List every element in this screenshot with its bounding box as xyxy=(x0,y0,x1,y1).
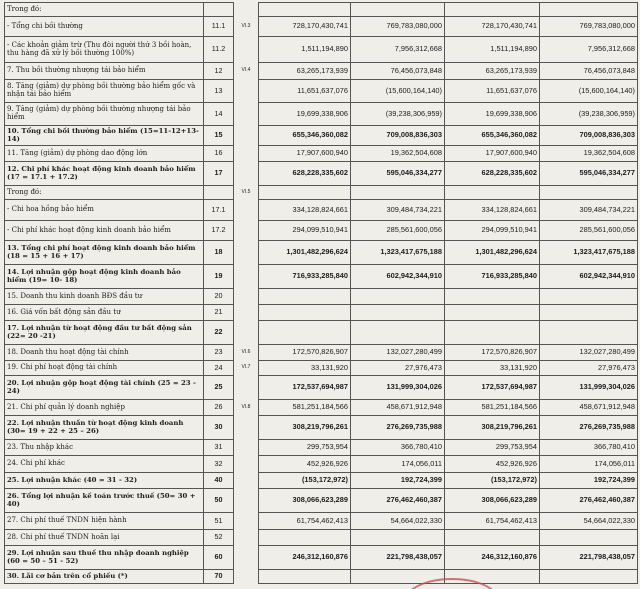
row-label: 10. Tổng chi bồi thường bảo hiểm (15=11-12+13-14) xyxy=(5,126,204,146)
row-code: 12 xyxy=(204,63,234,80)
row-code: 17 xyxy=(204,162,234,186)
row-label: 29. Lợi nhuận sau thuế thu nhập doanh nghiệp (60 = 50 – 51 - 52) xyxy=(5,546,204,570)
row-label: 18. Doanh thu hoạt động tài chính xyxy=(5,345,204,361)
row-code xyxy=(204,3,234,17)
row-label: 24. Chi phí khác xyxy=(5,456,204,473)
table-row xyxy=(5,103,638,126)
value-prior-ytd: 595,046,334,277 xyxy=(540,162,638,186)
statement-rows xyxy=(5,3,638,584)
value-current-period xyxy=(259,3,351,17)
row-label: 8. Tăng (giảm) dự phòng bồi thường bảo hiểm gốc và nhận tái bảo hiểm xyxy=(5,80,204,103)
table-row xyxy=(5,456,638,473)
row-note xyxy=(234,489,259,513)
value-prior-ytd: 285,561,600,056 xyxy=(540,221,638,241)
value-prior-period: 309,484,734,221 xyxy=(351,200,445,221)
value-current-period: 628,228,335,602 xyxy=(259,162,351,186)
value-current-ytd: 19,699,338,906 xyxy=(445,103,540,126)
row-label: - Chi hoa hồng bảo hiểm xyxy=(5,200,204,221)
row-note xyxy=(234,376,259,400)
row-label: Trong đó: xyxy=(5,186,204,200)
row-note xyxy=(234,289,259,305)
value-prior-period: 174,056,011 xyxy=(351,456,445,473)
value-current-ytd: 581,251,184,566 xyxy=(445,400,540,416)
value-current-period: (153,172,972) xyxy=(259,473,351,489)
table-row xyxy=(5,126,638,146)
value-prior-period: 769,783,080,000 xyxy=(351,17,445,37)
value-prior-ytd: 602,942,344,910 xyxy=(540,265,638,289)
table-row xyxy=(5,440,638,456)
value-current-period: 294,099,510,941 xyxy=(259,221,351,241)
value-current-ytd: 246,312,160,876 xyxy=(445,546,540,570)
value-current-ytd: 33,131,920 xyxy=(445,361,540,376)
table-row xyxy=(5,570,638,584)
table-row xyxy=(5,489,638,513)
row-note xyxy=(234,570,259,584)
table-row xyxy=(5,3,638,17)
row-label: 28. Chi phí thuế TNDN hoãn lại xyxy=(5,530,204,546)
value-prior-period: (15,600,164,140) xyxy=(351,80,445,103)
value-prior-ytd: (39,238,306,959) xyxy=(540,103,638,126)
row-code: 26 xyxy=(204,400,234,416)
row-note: VI.3 xyxy=(234,17,259,37)
value-current-ytd: 17,907,600,940 xyxy=(445,146,540,162)
value-current-period: 1,301,482,296,624 xyxy=(259,241,351,265)
value-prior-ytd: 192,724,399 xyxy=(540,473,638,489)
value-prior-period: 602,942,344,910 xyxy=(351,265,445,289)
table-row xyxy=(5,162,638,186)
row-code: 22 xyxy=(204,321,234,345)
value-prior-period: 709,008,836,303 xyxy=(351,126,445,146)
value-prior-period: (39,238,306,959) xyxy=(351,103,445,126)
row-label: 20. Lợi nhuận gộp hoạt động tài chính (25 = 23 - 24) xyxy=(5,376,204,400)
value-current-period: 299,753,954 xyxy=(259,440,351,456)
row-note xyxy=(234,321,259,345)
row-note xyxy=(234,221,259,241)
row-code: 17.1 xyxy=(204,200,234,221)
table-row xyxy=(5,345,638,361)
value-prior-period xyxy=(351,3,445,17)
row-label: 12. Chi phí khác hoạt động kinh doanh bảo hiểm (17 = 17.1 + 17.2) xyxy=(5,162,204,186)
value-current-period xyxy=(259,570,351,584)
row-code: 51 xyxy=(204,513,234,530)
row-code: 20 xyxy=(204,289,234,305)
row-note xyxy=(234,241,259,265)
value-current-ytd: 172,537,694,987 xyxy=(445,376,540,400)
value-current-period: 11,651,637,076 xyxy=(259,80,351,103)
value-current-period xyxy=(259,289,351,305)
table-row xyxy=(5,80,638,103)
row-note xyxy=(234,103,259,126)
row-label: - Tổng chi bồi thường xyxy=(5,17,204,37)
table-row xyxy=(5,289,638,305)
value-prior-ytd xyxy=(540,305,638,321)
table-row xyxy=(5,321,638,345)
row-note: VI.4 xyxy=(234,63,259,80)
table-row xyxy=(5,530,638,546)
value-current-ytd: 716,933,285,840 xyxy=(445,265,540,289)
value-current-period: 308,066,623,289 xyxy=(259,489,351,513)
row-note xyxy=(234,530,259,546)
row-code: 11.2 xyxy=(204,37,234,63)
value-current-ytd: 63,265,173,939 xyxy=(445,63,540,80)
value-current-ytd: 655,346,360,082 xyxy=(445,126,540,146)
value-prior-period: 131,999,304,026 xyxy=(351,376,445,400)
value-current-period: 716,933,285,840 xyxy=(259,265,351,289)
row-label: 14. Lợi nhuận gộp hoạt động kinh doanh bảo hiểm (19= 10- 18) xyxy=(5,265,204,289)
value-prior-period: 221,798,438,057 xyxy=(351,546,445,570)
row-label: 21. Chi phí quản lý doanh nghiệp xyxy=(5,400,204,416)
value-prior-period: 76,456,073,848 xyxy=(351,63,445,80)
row-note xyxy=(234,146,259,162)
value-current-period: 17,907,600,940 xyxy=(259,146,351,162)
row-label: Trong đó: xyxy=(5,3,204,17)
row-code: 52 xyxy=(204,530,234,546)
row-note xyxy=(234,37,259,63)
row-code: 11.1 xyxy=(204,17,234,37)
value-current-period: 655,346,360,082 xyxy=(259,126,351,146)
value-prior-ytd: 54,664,022,330 xyxy=(540,513,638,530)
value-current-period xyxy=(259,321,351,345)
row-code: 15 xyxy=(204,126,234,146)
value-current-ytd: 1,511,194,890 xyxy=(445,37,540,63)
row-code: 70 xyxy=(204,570,234,584)
table-row xyxy=(5,186,638,200)
table-row xyxy=(5,473,638,489)
row-note xyxy=(234,456,259,473)
row-note: VI.7 xyxy=(234,361,259,376)
value-prior-period: 1,323,417,675,188 xyxy=(351,241,445,265)
table-row xyxy=(5,221,638,241)
value-current-ytd: 11,651,637,076 xyxy=(445,80,540,103)
row-code: 40 xyxy=(204,473,234,489)
table-row xyxy=(5,305,638,321)
value-current-period: 581,251,184,566 xyxy=(259,400,351,416)
table-row xyxy=(5,37,638,63)
table-row xyxy=(5,416,638,440)
value-prior-ytd: 132,027,280,499 xyxy=(540,345,638,361)
value-current-period: 172,537,694,987 xyxy=(259,376,351,400)
row-note: VI.5 xyxy=(234,186,259,200)
row-code: 60 xyxy=(204,546,234,570)
value-current-ytd xyxy=(445,289,540,305)
row-label: 23. Thu nhập khác xyxy=(5,440,204,456)
value-prior-period: 7,956,312,668 xyxy=(351,37,445,63)
value-current-period: 334,128,824,661 xyxy=(259,200,351,221)
table-row xyxy=(5,265,638,289)
row-note xyxy=(234,305,259,321)
table-row xyxy=(5,241,638,265)
value-prior-ytd: 221,798,438,057 xyxy=(540,546,638,570)
row-code: 14 xyxy=(204,103,234,126)
value-current-period: 172,570,826,907 xyxy=(259,345,351,361)
row-note xyxy=(234,80,259,103)
value-current-period xyxy=(259,305,351,321)
value-prior-period: 54,664,022,330 xyxy=(351,513,445,530)
value-prior-period xyxy=(351,530,445,546)
value-current-period: 308,219,796,261 xyxy=(259,416,351,440)
table-row xyxy=(5,17,638,37)
row-code: 25 xyxy=(204,376,234,400)
value-prior-period xyxy=(351,186,445,200)
row-note xyxy=(234,546,259,570)
row-code: 32 xyxy=(204,456,234,473)
value-current-period: 728,170,430,741 xyxy=(259,17,351,37)
value-current-ytd: 299,753,954 xyxy=(445,440,540,456)
row-label: 26. Tổng lợi nhuận kế toán trước thuế (50= 30 + 40) xyxy=(5,489,204,513)
value-current-ytd: 172,570,826,907 xyxy=(445,345,540,361)
value-current-period xyxy=(259,186,351,200)
value-current-ytd xyxy=(445,321,540,345)
row-note xyxy=(234,162,259,186)
value-current-ytd: 294,099,510,941 xyxy=(445,221,540,241)
row-label: 15. Doanh thu kinh doanh BĐS đầu tư xyxy=(5,289,204,305)
value-current-ytd xyxy=(445,3,540,17)
value-prior-ytd xyxy=(540,570,638,584)
value-current-ytd: 308,219,796,261 xyxy=(445,416,540,440)
value-prior-ytd: 458,671,912,948 xyxy=(540,400,638,416)
row-note: VI.6 xyxy=(234,345,259,361)
row-code: 13 xyxy=(204,80,234,103)
row-code: 19 xyxy=(204,265,234,289)
value-current-ytd: 452,926,926 xyxy=(445,456,540,473)
value-current-ytd: 308,066,623,289 xyxy=(445,489,540,513)
value-prior-period: 276,462,460,387 xyxy=(351,489,445,513)
value-prior-ytd: 769,783,080,000 xyxy=(540,17,638,37)
value-prior-ytd: 709,008,836,303 xyxy=(540,126,638,146)
row-label: - Các khoản giảm trừ (Thu đòi người thứ 3 bồi hoàn, thu hàng đã xử lý bồi thường 100%) xyxy=(5,37,204,63)
value-current-period: 33,131,920 xyxy=(259,361,351,376)
row-note: VI.8 xyxy=(234,400,259,416)
table-row xyxy=(5,400,638,416)
row-label: 13. Tổng chi phí hoạt động kinh doanh bảo hiểm (18 = 15 + 16 + 17) xyxy=(5,241,204,265)
value-prior-period: 366,780,410 xyxy=(351,440,445,456)
table-row xyxy=(5,63,638,80)
row-code: 21 xyxy=(204,305,234,321)
value-prior-period: 132,027,280,499 xyxy=(351,345,445,361)
value-prior-period: 276,269,735,988 xyxy=(351,416,445,440)
value-current-ytd: 1,301,482,296,624 xyxy=(445,241,540,265)
value-current-ytd xyxy=(445,305,540,321)
value-prior-ytd: (15,600,164,140) xyxy=(540,80,638,103)
row-label: 19. Chi phí hoạt động tài chính xyxy=(5,361,204,376)
value-prior-ytd: 276,269,735,988 xyxy=(540,416,638,440)
value-prior-period: 192,724,399 xyxy=(351,473,445,489)
row-label: 30. Lãi cơ bản trên cổ phiếu (*) xyxy=(5,570,204,584)
value-prior-ytd xyxy=(540,186,638,200)
value-prior-ytd: 27,976,473 xyxy=(540,361,638,376)
value-current-period: 61,754,462,413 xyxy=(259,513,351,530)
value-current-period: 1,511,194,890 xyxy=(259,37,351,63)
value-current-ytd xyxy=(445,530,540,546)
value-prior-ytd xyxy=(540,530,638,546)
income-statement-table xyxy=(4,2,638,584)
value-prior-ytd xyxy=(540,321,638,345)
row-code: 30 xyxy=(204,416,234,440)
row-note xyxy=(234,200,259,221)
value-prior-ytd: 174,056,011 xyxy=(540,456,638,473)
value-prior-ytd: 366,780,410 xyxy=(540,440,638,456)
value-prior-ytd: 131,999,304,026 xyxy=(540,376,638,400)
table-row xyxy=(5,361,638,376)
value-prior-ytd: 76,456,073,848 xyxy=(540,63,638,80)
value-prior-ytd: 7,956,312,668 xyxy=(540,37,638,63)
row-note xyxy=(234,3,259,17)
row-code xyxy=(204,186,234,200)
value-prior-period: 27,976,473 xyxy=(351,361,445,376)
table-row xyxy=(5,513,638,530)
table-row xyxy=(5,546,638,570)
value-current-ytd: 728,170,430,741 xyxy=(445,17,540,37)
row-label: 25. Lợi nhuận khác (40 = 31 - 32) xyxy=(5,473,204,489)
value-current-period: 19,699,338,906 xyxy=(259,103,351,126)
table-row xyxy=(5,200,638,221)
value-prior-period: 19,362,504,608 xyxy=(351,146,445,162)
value-prior-ytd xyxy=(540,3,638,17)
row-label: - Chi phí khác hoạt động kinh doanh bảo hiểm xyxy=(5,221,204,241)
value-current-period: 452,926,926 xyxy=(259,456,351,473)
row-code: 17.2 xyxy=(204,221,234,241)
row-label: 9. Tăng (giảm) dự phòng bồi thường nhượng tái bảo hiểm xyxy=(5,103,204,126)
value-prior-ytd: 309,484,734,221 xyxy=(540,200,638,221)
row-label: 27. Chi phí thuế TNDN hiện hành xyxy=(5,513,204,530)
row-code: 16 xyxy=(204,146,234,162)
row-note xyxy=(234,126,259,146)
value-prior-period: 458,671,912,948 xyxy=(351,400,445,416)
row-label: 7. Thu bồi thường nhượng tái bảo hiểm xyxy=(5,63,204,80)
table-row xyxy=(5,146,638,162)
value-prior-ytd: 19,362,504,608 xyxy=(540,146,638,162)
row-label: 22. Lợi nhuận thuần từ hoạt động kinh doanh (30= 19 + 22 + 25 – 26) xyxy=(5,416,204,440)
value-prior-period xyxy=(351,289,445,305)
value-prior-period: 285,561,600,056 xyxy=(351,221,445,241)
table-row xyxy=(5,376,638,400)
row-code: 24 xyxy=(204,361,234,376)
value-prior-period xyxy=(351,305,445,321)
value-prior-period: 595,046,334,277 xyxy=(351,162,445,186)
value-current-period xyxy=(259,530,351,546)
value-current-ytd: 334,128,824,661 xyxy=(445,200,540,221)
row-code: 31 xyxy=(204,440,234,456)
row-label: 17. Lợi nhuận từ hoạt động đầu tư bất động sản (22= 20 -21) xyxy=(5,321,204,345)
value-prior-period xyxy=(351,321,445,345)
value-prior-ytd xyxy=(540,289,638,305)
value-current-ytd: 628,228,335,602 xyxy=(445,162,540,186)
row-label: 11. Tăng (giảm) dự phòng dao động lớn xyxy=(5,146,204,162)
value-current-ytd xyxy=(445,186,540,200)
value-current-period: 63,265,173,939 xyxy=(259,63,351,80)
row-note xyxy=(234,473,259,489)
value-prior-ytd: 276,462,460,387 xyxy=(540,489,638,513)
row-note xyxy=(234,440,259,456)
value-current-ytd: 61,754,462,413 xyxy=(445,513,540,530)
row-note xyxy=(234,513,259,530)
row-label: 16. Giá vốn bất động sản đầu tư xyxy=(5,305,204,321)
row-note xyxy=(234,265,259,289)
row-code: 18 xyxy=(204,241,234,265)
row-note xyxy=(234,416,259,440)
row-code: 23 xyxy=(204,345,234,361)
value-prior-ytd: 1,323,417,675,188 xyxy=(540,241,638,265)
row-code: 50 xyxy=(204,489,234,513)
value-current-ytd: (153,172,972) xyxy=(445,473,540,489)
value-current-period: 246,312,160,876 xyxy=(259,546,351,570)
